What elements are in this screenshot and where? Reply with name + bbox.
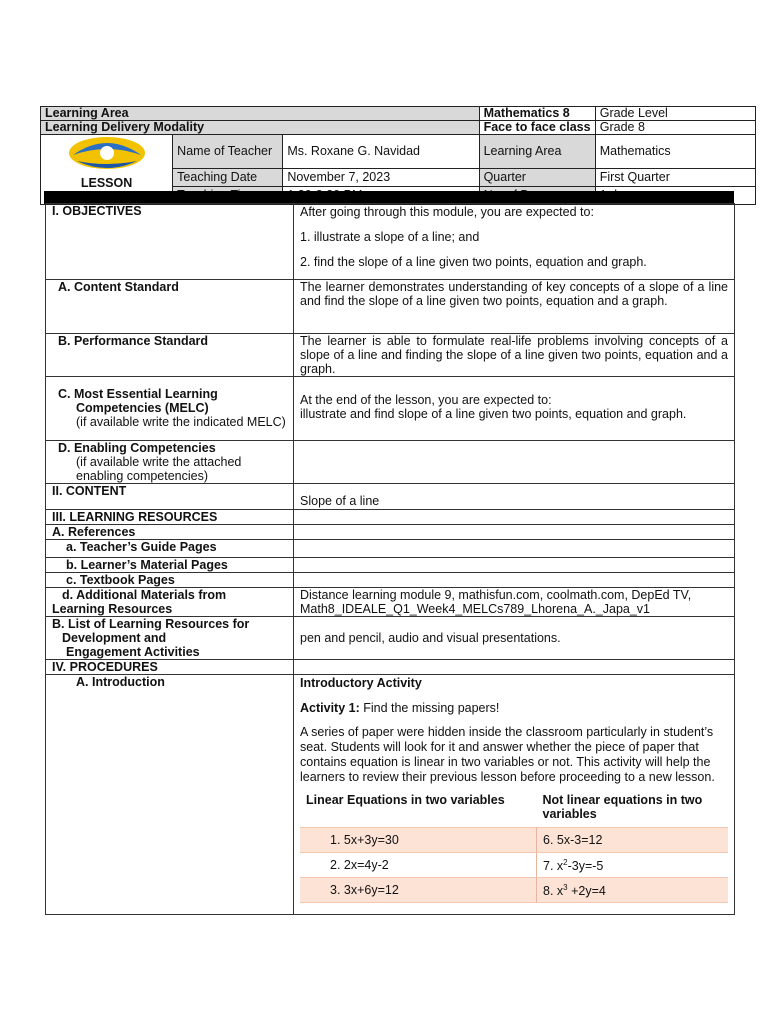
learning-area-label: Learning Area	[41, 107, 480, 121]
list-text: pen and pencil, audio and visual presentations.	[294, 617, 735, 660]
activity-text: Find the missing papers!	[359, 701, 500, 715]
learning-area-value: Mathematics 8	[479, 107, 595, 121]
content-label: II. CONTENT	[46, 484, 294, 510]
learning-area-label-2: Learning Area	[479, 135, 595, 169]
lm-label: b. Learner’s Material Pages	[46, 558, 294, 573]
objective-1: 1. illustrate a slope of a line; and	[300, 230, 480, 244]
introduction-label: A. Introduction	[46, 675, 294, 915]
melc-text-cell	[294, 377, 735, 441]
introduction-cell	[294, 675, 735, 915]
equation-right: 6. 5x-3=12	[537, 828, 729, 853]
quarter-value: First Quarter	[595, 169, 755, 187]
content-standard-text: The learner demonstrates understanding of key concepts of a slope of a line and find the slope of a line given two points, equation and a graph.	[294, 280, 735, 334]
lesson-label-1: LESSON	[80, 176, 133, 190]
content-text: Slope of a line	[294, 484, 735, 510]
delivery-label: Learning Delivery Modality	[41, 121, 480, 135]
melc-text-1: At the end of the lesson, you are expected to:	[300, 393, 552, 407]
references-text	[294, 525, 735, 540]
enabling-note: (if available write the attached enabling competencies)	[76, 455, 242, 483]
performance-standard-label: B. Performance Standard	[46, 334, 294, 377]
equation-right: 7. $x^2-3y=-5$	[537, 853, 729, 878]
textbook-text	[294, 573, 735, 588]
content-standard-label: A. Content Standard	[46, 280, 294, 334]
textbook-label: c. Textbook Pages	[46, 573, 294, 588]
teacher-value: Ms. Roxane G. Navidad	[283, 135, 479, 169]
teacher-label: Name of Teacher	[173, 135, 283, 169]
objective-2: 2. find the slope of a line given two points, equation and graph.	[300, 255, 647, 269]
enabling-label-cell	[46, 441, 294, 484]
list-label-3: Engagement Activities	[66, 645, 200, 659]
additional-label-cell	[46, 588, 294, 617]
equation-right: 8. $x^3 +2y=4$	[537, 878, 729, 903]
grade-level-label: Grade Level	[595, 107, 755, 121]
lesson-table	[45, 203, 735, 915]
additional-label-2: Learning Resources	[52, 602, 173, 616]
equation-table	[300, 793, 728, 903]
col2-header: Not linear equations in two variables	[542, 793, 703, 821]
procedures-label: IV. PROCEDURES	[46, 660, 294, 675]
enabling-text	[294, 441, 735, 484]
melc-label-2: Competencies (MELC)	[76, 401, 209, 415]
tg-label: a. Teacher’s Guide Pages	[46, 540, 294, 558]
activity-line	[300, 701, 728, 715]
additional-text: Distance learning module 9, mathisfun.com, coolmath.com, DepEd TV, Math8_IDEALE_Q1_Week4_MELCs789_Lhorena_A._Japa_v1	[294, 588, 735, 617]
objectives-label: I. OBJECTIVES	[46, 204, 294, 280]
equation-row	[300, 878, 728, 903]
activity-desc: A series of paper were hidden inside the classroom particularly in student’s seat. Students will look for it and answer whether the piece of paper that contains equation is linear in two variables or not. This activity will help the learners to review their previous lesson before proceeding to a new lesson.	[300, 725, 715, 784]
performance-standard-text: The learner is able to formulate real-life problems involving concepts of a slope of a line and finding the slope of a line given two points, equation and a graph.	[294, 334, 735, 377]
references-label: A. References	[46, 525, 294, 540]
school-logo-icon	[61, 135, 153, 175]
lm-text	[294, 558, 735, 573]
melc-note: (if available write the indicated MELC)	[76, 415, 286, 429]
melc-label-cell	[46, 377, 294, 441]
equation-left: 3. 3x+6y=12	[300, 878, 537, 903]
activity-label: Activity 1:	[300, 701, 360, 715]
tg-text	[294, 540, 735, 558]
delivery-value: Face to face class	[479, 121, 595, 135]
equation-row	[300, 828, 728, 853]
equation-left: 2. 2x=4y-2	[300, 853, 537, 878]
list-label-1: B. List of Learning Resources for	[52, 617, 250, 631]
intro-heading: Introductory Activity	[300, 676, 422, 690]
melc-text-2: illustrate and find slope of a line given two points, equation and graph.	[300, 407, 687, 421]
procedures-text	[294, 660, 735, 675]
resources-label: III. LEARNING RESOURCES	[46, 510, 294, 525]
objectives-cell	[294, 204, 735, 280]
list-label-cell	[46, 617, 294, 660]
additional-label-1: d. Additional Materials from	[62, 588, 227, 602]
equation-row	[300, 853, 728, 878]
objectives-intro: After going through this module, you are expected to:	[300, 205, 594, 219]
enabling-label: D. Enabling Competencies	[58, 441, 216, 455]
resources-text	[294, 510, 735, 525]
teaching-date-label: Teaching Date	[173, 169, 283, 187]
list-label-2: Development and	[62, 631, 167, 645]
teaching-date-value: November 7, 2023	[283, 169, 479, 187]
learning-area-value-2: Mathematics	[595, 135, 755, 169]
quarter-label: Quarter	[479, 169, 595, 187]
equation-left: 1. 5x+3y=30	[300, 828, 537, 853]
col1-header: Linear Equations in two variables	[306, 793, 505, 807]
grade-level-value: Grade 8	[595, 121, 755, 135]
melc-label-1: C. Most Essential Learning	[58, 387, 218, 401]
